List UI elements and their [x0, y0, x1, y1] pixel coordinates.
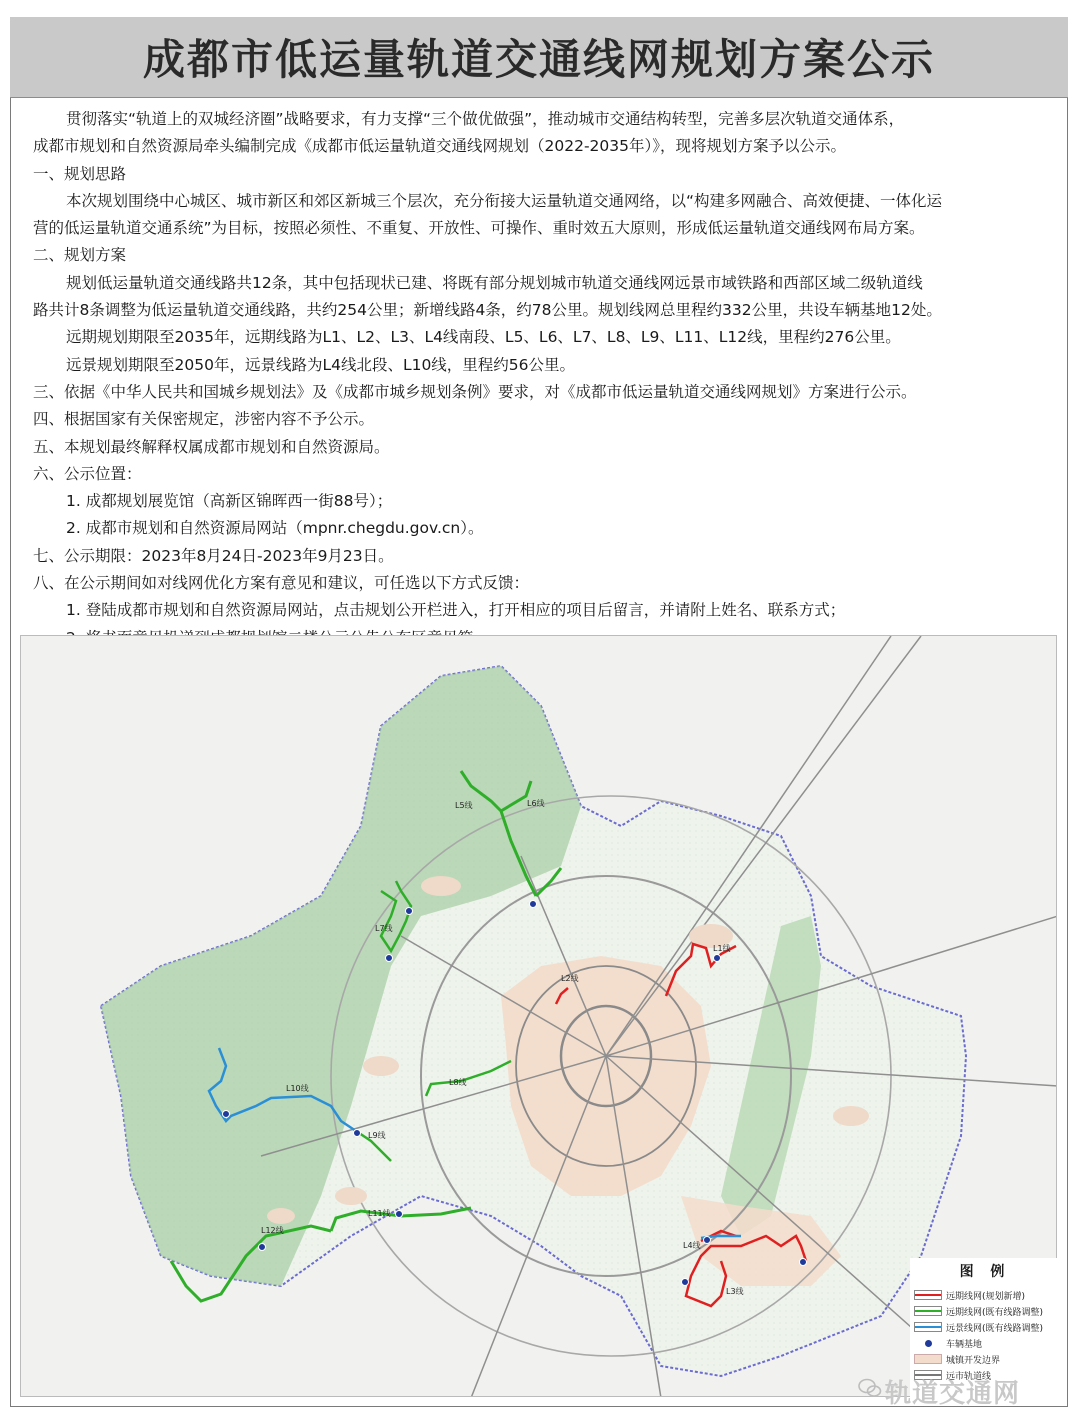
- legend-item: [910, 1335, 1060, 1351]
- announcement-body: [33, 106, 1063, 652]
- label-L7: L7线: [375, 924, 393, 933]
- paragraph: 一、规划思路: [33, 164, 127, 183]
- paragraph: 远景规划期限至2050年，远景线路为L4线北段、L10线，里程约56公里。: [66, 355, 576, 374]
- paragraph: 路共计8条调整为低运量轨道交通线路，共约254公里；新增线路4条，约78公里。规划线网总里程约332公里，共设车辆基地12处。: [33, 301, 942, 320]
- depot-marker: [682, 1279, 689, 1286]
- paragraph: 八、在公示期间如对线网优化方案有意见和建议，可任选以下方式反馈：: [33, 574, 530, 593]
- legend-swatch-blue: [914, 1322, 942, 1332]
- label-L8: L8线: [449, 1078, 467, 1087]
- paragraph: 1. 登陆成都市规划和自然资源局网站，点击规划公开栏进入，打开相应的项目后留言，并请附上姓名、联系方式；: [66, 601, 846, 620]
- paragraph: 成都市规划和自然资源局牵头编制完成《成都市低运量轨道交通线网规划（2022-2035年）》，现将规划方案予以公示。: [33, 137, 846, 156]
- legend-label: 远景线网(既有线路调整): [946, 1323, 1044, 1334]
- depot-marker: [800, 1259, 807, 1266]
- legend-item: [910, 1287, 1060, 1303]
- label-L2: L2线: [561, 974, 579, 983]
- paragraph: 远期规划期限至2035年，远期线路为L1、L2、L3、L4线南段、L5、L6、L7、L8、L9、L11、L12线，里程约276公里。: [66, 328, 901, 347]
- label-L4: L4线: [683, 1241, 701, 1250]
- label-L3: L3线: [726, 1287, 744, 1296]
- title-bar: [10, 17, 1068, 98]
- legend-swatch-red: [914, 1290, 942, 1300]
- paragraph: 三、依据《中华人民共和国城乡规划法》及《成都市城乡规划条例》要求，对《成都市低运量轨道交通线网规划》方案进行公示。: [33, 382, 917, 401]
- legend-item: [910, 1351, 1060, 1367]
- legend-label: 远期线网(规划新增): [946, 1291, 1026, 1302]
- wechat-icon: [858, 1378, 882, 1398]
- watermark: 轨道交通网: [885, 1379, 1021, 1409]
- legend-label: 远市轨道线: [946, 1371, 992, 1382]
- page-title: 成都市低运量轨道交通线网规划方案公示: [142, 35, 935, 84]
- depot-marker: [714, 955, 721, 962]
- paragraph: 四、根据国家有关保密规定，涉密内容不予公示。: [33, 410, 375, 429]
- depot-marker: [530, 901, 537, 908]
- label-L9: L9线: [368, 1131, 386, 1140]
- legend-label: 远期线网(既有线路调整): [946, 1307, 1044, 1318]
- depot-marker: [704, 1237, 711, 1244]
- label-L12: L12线: [261, 1226, 284, 1235]
- label-L1: L1线: [713, 944, 731, 953]
- depot-marker: [396, 1211, 403, 1218]
- legend-swatch-depot: [914, 1338, 942, 1348]
- legend-swatch-urban: [914, 1354, 942, 1364]
- paragraph: 1. 成都规划展览馆（高新区锦晖西一街88号）；: [66, 492, 393, 511]
- map-canvas: [21, 636, 1057, 1397]
- paragraph: 规划低运量轨道交通线路共12条，其中包括现状已建、将既有部分规划城市轨道交通线网远景市域铁路和西部区域二级轨道线: [66, 273, 923, 292]
- paragraph: 贯彻落实“轨道上的双城经济圈”战略要求，有力支撑“三个做优做强”，推动城市交通结构转型，完善多层次轨道交通体系，: [66, 110, 905, 128]
- legend-label: 城镇开发边界: [946, 1355, 1001, 1366]
- legend-item: [910, 1319, 1060, 1335]
- depot-marker: [259, 1244, 266, 1251]
- legend-label: 车辆基地: [946, 1339, 983, 1350]
- legend-title: 图 例: [959, 1264, 1011, 1280]
- depot-marker: [406, 908, 413, 915]
- paragraph: 七、公示期限：2023年8月24日-2023年9月23日。: [33, 546, 394, 565]
- label-L11: L11线: [368, 1209, 391, 1218]
- legend-swatch-green: [914, 1306, 942, 1316]
- depot-marker: [386, 955, 393, 962]
- label-L10: L10线: [286, 1084, 309, 1093]
- paragraph: 二、规划方案: [33, 246, 127, 265]
- depot-marker: [354, 1130, 361, 1137]
- paragraph: 2. 成都市规划和自然资源局网站（mpnr.chegdu.gov.cn）。: [66, 519, 484, 538]
- legend-item: [910, 1303, 1060, 1319]
- paragraph: 营的低运量轨道交通系统”为目标，按照必须性、不重复、开放性、可操作、重时效五大原则，形成低运量轨道交通线网布局方案。: [33, 219, 925, 238]
- label-L5: L5线: [455, 801, 473, 810]
- label-L6: L6线: [527, 799, 545, 808]
- paragraph: 本次规划围绕中心城区、城市新区和郊区新城三个层次，充分衔接大运量轨道交通网络，以“构建多网融合、高效便捷、一体化运: [66, 191, 943, 210]
- paragraph: 六、公示位置：: [33, 464, 142, 483]
- depot-marker: [223, 1111, 230, 1118]
- paragraph: 五、本规划最终解释权属成都市规划和自然资源局。: [33, 437, 390, 456]
- network-map: [20, 635, 1057, 1397]
